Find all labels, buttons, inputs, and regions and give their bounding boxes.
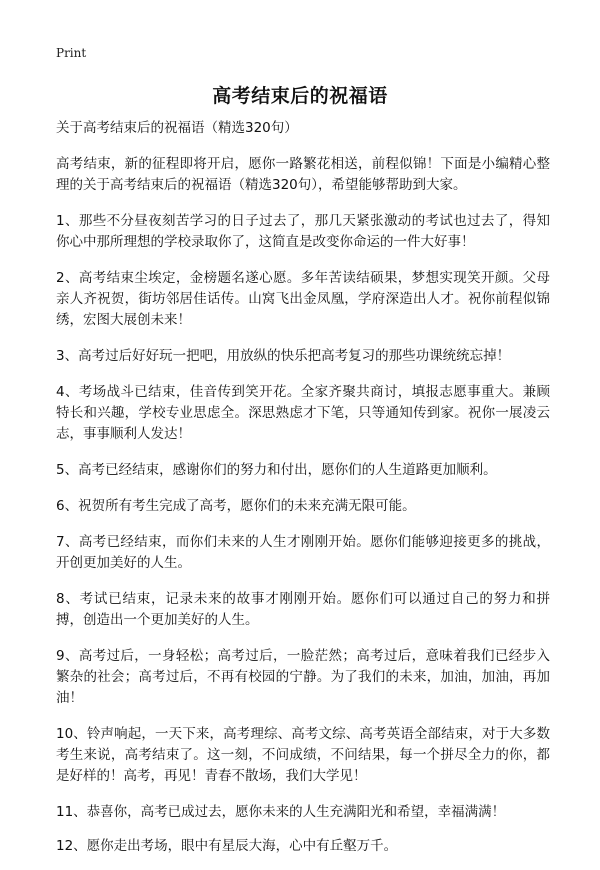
list-item: 5、高考已经结束，感谢你们的努力和付出，愿你们的人生道路更加顺利。 [56, 462, 497, 478]
list-item: 9、高考过后，一身轻松；高考过后，一脸茫然；高考过后，意味着我们已经步入繁杂的社会；高考过后，不再有校园的宁静。为了我们的未来，加油，加油，再加油！ [56, 648, 550, 706]
list-item: 12、愿你走出考场，眼中有星辰大海，心中有丘壑万千。 [56, 838, 398, 854]
list-item: 2、高考结束尘埃定，金榜题名遂心愿。多年苦读结硕果，梦想实现笑开颜。父母亲人齐祝贺，街坊邻居佳话传。山窝飞出金凤凰，学府深造出人才。祝你前程似锦绣，宏图大展创未来！ [56, 270, 550, 328]
list-item: 10、铃声响起，一天下来，高考理综、高考文综、高考英语全部结束，对于大多数考生来说，高考结束了。这一刻，不问成绩，不问结果，每一个拼尽全力的你，都是好样的！高考，再见！青春不散场，我们大学见！ [56, 726, 550, 784]
page-title: 高考结束后的祝福语 [212, 85, 388, 107]
list-item: 8、考试已结束，记录未来的故事才刚刚开始。愿你们可以通过自己的努力和拼搏，创造出一个更加美好的人生。 [56, 591, 550, 628]
list-item: 7、高考已经结束，而你们未来的人生才刚刚开始。愿你们能够迎接更多的挑战，开创更加美好的人生。 [56, 534, 550, 571]
intro-paragraph: 高考结束，新的征程即将开启，愿你一路繁花相送，前程似锦！下面是小编精心整理的关于高考结束后的祝福语（精选320句），希望能够帮助到大家。 [56, 156, 550, 193]
print-link[interactable]: Print [56, 46, 87, 60]
article-body [56, 118, 550, 870]
article-subtitle: 关于高考结束后的祝福语（精选320句） [56, 120, 298, 136]
list-item: 11、恭喜你，高考已成过去，愿你未来的人生充满阳光和希望，幸福满满！ [56, 804, 506, 820]
list-item: 1、那些不分昼夜刻苦学习的日子过去了，那几天紧张激动的考试也过去了，得知你心中那所理想的学校录取你了，这简直是改变你命运的一件大好事！ [56, 213, 550, 250]
list-item: 6、祝贺所有考生完成了高考，愿你们的未来充满无限可能。 [56, 498, 416, 514]
list-item: 4、考场战斗已结束，佳音传到笑开花。全家齐聚共商讨，填报志愿事重大。兼顾特长和兴趣，学校专业思虑全。深思熟虑才下笔，只等通知传到家。祝你一展凌云志，事事顺利人发达！ [56, 384, 550, 442]
list-item: 3、高考过后好好玩一把吧，用放纵的快乐把高考复习的那些功课统统忘掉！ [56, 348, 511, 364]
